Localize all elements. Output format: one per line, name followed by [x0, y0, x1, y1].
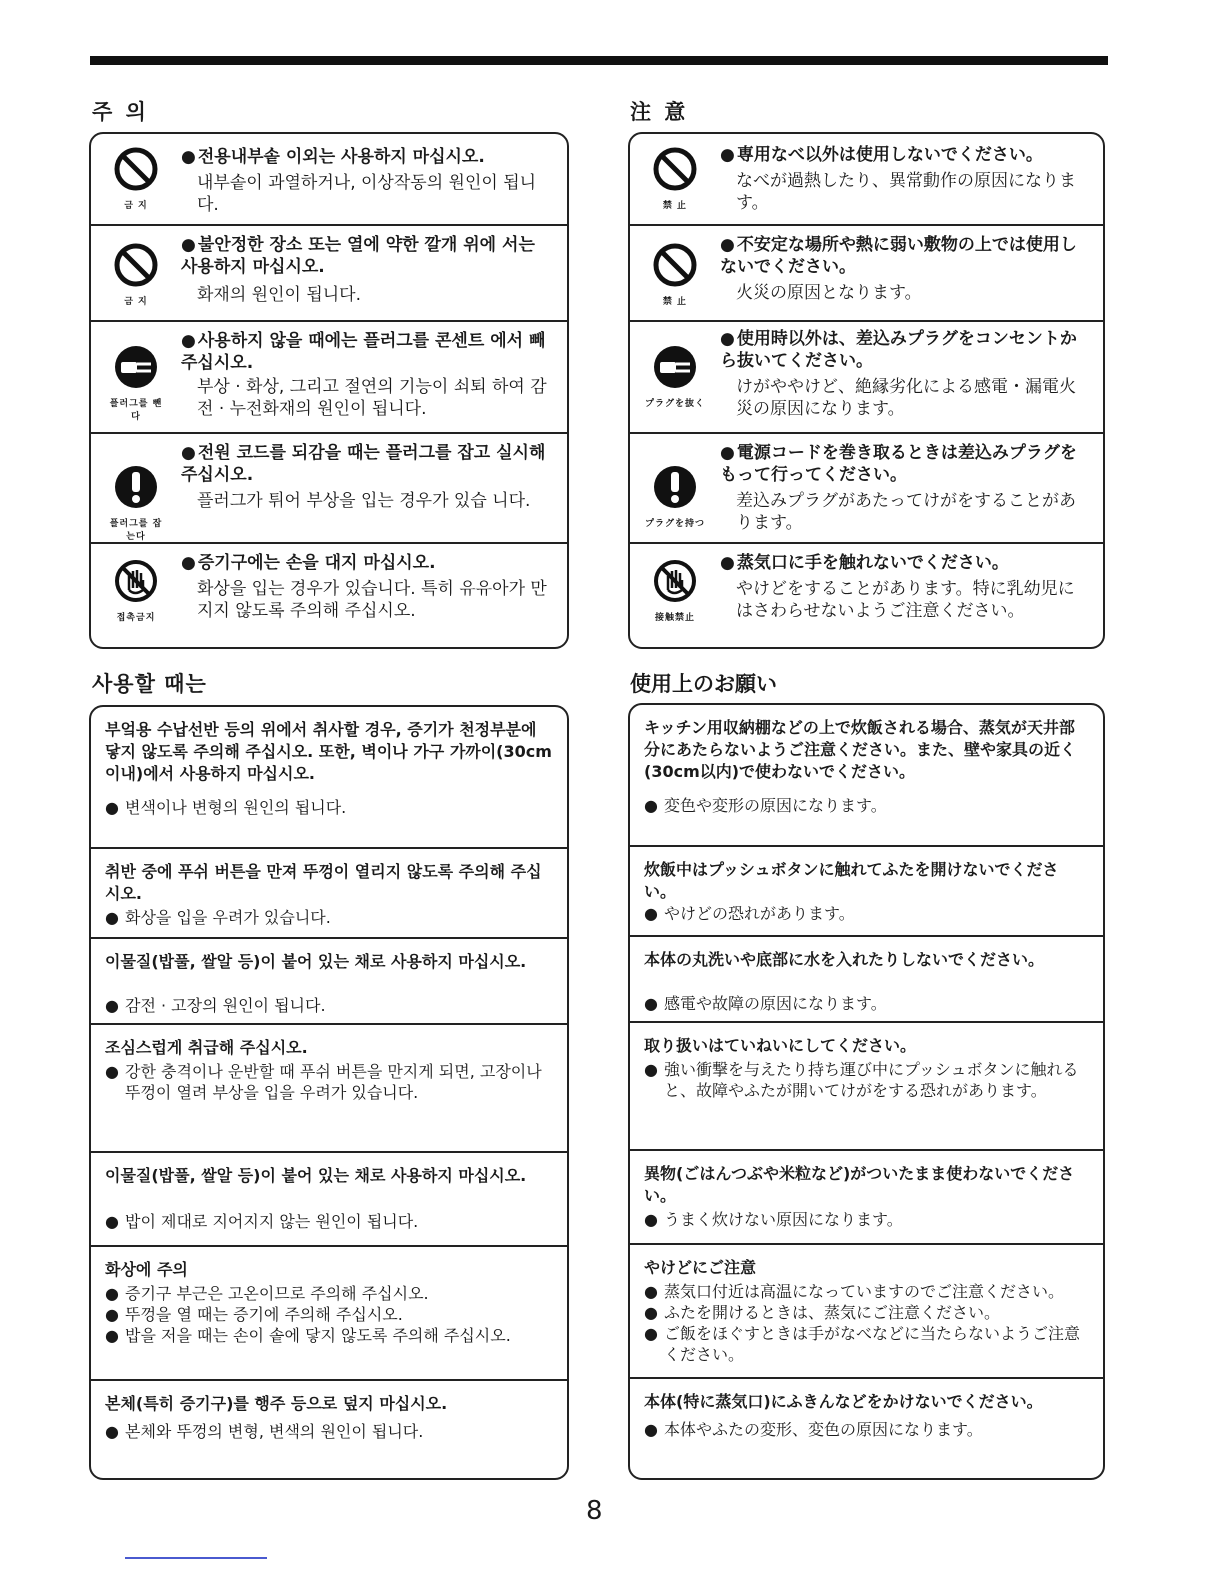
warning-title: ● 電源コードを巻き取るときは差込みプラグをもって行ってください。 [720, 442, 1091, 486]
usage-item [91, 1381, 567, 1480]
usage-title: 取り扱いはていねいにしてください。 [644, 1036, 917, 1055]
warning-title: ● 불안정한 장소 또는 열에 약한 깔개 위에 서는 사용하지 마십시오. [181, 234, 555, 278]
warning-item [630, 134, 1103, 226]
warning-item [630, 226, 1103, 322]
warning-title: ● 使用時以外は、差込みプラグをコンセントから抜いてください。 [720, 328, 1091, 372]
usage-item [91, 849, 567, 939]
usage-item [630, 1379, 1103, 1480]
usage-list: ● 蒸気口付近は高温になっていますのでご注意ください。 ● ふたを開けるときは、蒸気にご注意ください。 ● ご飯をほぐすときは手がなべなどに当たらないようご注意ください。 [644, 1281, 1089, 1365]
warning-title: ● 不安定な場所や熱に弱い敷物の上では使用しないでください。 [720, 234, 1091, 278]
usage-title: キッチン用収納棚などの上で炊飯される場合、蒸気が天井部分にあたらないようご注意ください。また、壁や家具の近く(30cm以内)で使わないでください。 [644, 718, 1077, 781]
usage-title: 부엌용 수납선반 등의 위에서 취사할 경우, 증기가 천정부분에 닿지 않도록 주의해 주십시오. 또한, 벽이나 가구 가까이(30cm 이내)에서 사용하지 마십시오. [105, 720, 552, 783]
usage-item [91, 939, 567, 1025]
usage-list: ● 본체와 뚜껑의 변형, 변색의 원인이 됩니다. [105, 1421, 553, 1442]
no-touch-icon: 접촉금지 [105, 558, 167, 638]
warning-title: ● 전용내부솥 이외는 사용하지 마십시오. [181, 146, 555, 168]
exclamation-icon: 플러그를 잡는다 [105, 464, 167, 544]
caution-heading-ja: 注 意 [630, 100, 689, 124]
caution-heading-ko: 주 의 [92, 100, 149, 124]
exclamation-icon: プラグを持つ [644, 464, 706, 544]
usage-item [630, 1023, 1103, 1151]
usage-list: ● 화상을 입을 우려가 있습니다. [105, 907, 553, 928]
usage-title: 이물질(밥풀, 쌀알 등)이 붙어 있는 채로 사용하지 마십시오. [105, 1166, 527, 1185]
top-rule [90, 56, 1108, 65]
usage-title: やけどにご注意 [644, 1258, 757, 1277]
usage-title: 炊飯中はプッシュボタンに触れてふたを開けないでください。 [644, 860, 1059, 901]
warning-item [91, 134, 567, 226]
warning-body: 火災の原因となります。 [736, 283, 922, 303]
bottom-divider [125, 1557, 267, 1559]
warning-body: 화재의 원인이 됩니다. [197, 285, 362, 305]
warning-body: なべが過熱したり、異常動作の原因になります。 [736, 171, 1076, 213]
usage-item [630, 1245, 1103, 1379]
warning-item [630, 544, 1103, 649]
usage-list: ● 밥이 제대로 지어지지 않는 원인이 됩니다. [105, 1211, 553, 1232]
usage-item [630, 847, 1103, 937]
usage-title: 이물질(밥풀, 쌀알 등)이 붙어 있는 채로 사용하지 마십시오. [105, 952, 527, 971]
usage-list: ● うまく炊けない原因になります。 [644, 1209, 1089, 1230]
caution-box-ja [628, 132, 1105, 649]
warning-body: 플러그가 튀어 부상을 입는 경우가 있습 니다. [197, 491, 531, 511]
warning-title: ● 蒸気口に手を触れないでください。 [720, 552, 1091, 574]
usage-item [91, 1025, 567, 1153]
usage-list: ● 強い衝撃を与えたり持ち運び中にプッシュボタンに触れると、故障やふたが開いてけがをする恐れがあります。 [644, 1059, 1089, 1101]
usage-list: ● 変色や変形の原因になります。 [644, 795, 1089, 816]
unplug-icon: 플러그를 뺀다 [105, 344, 167, 424]
usage-list: ● 강한 충격이나 운반할 때 푸쉬 버튼을 만지게 되면, 고장이나 뚜껑이 열려 부상을 입을 우려가 있습니다. [105, 1061, 553, 1103]
usage-box-ko [89, 705, 569, 1480]
warning-title: ● 증기구에는 손을 대지 마십시오. [181, 552, 555, 574]
prohibition-icon: 禁 止 [644, 146, 706, 226]
usage-title: 화상에 주의 [105, 1260, 188, 1279]
warning-item [91, 322, 567, 434]
warning-body: 화상을 입는 경우가 있습니다. 특히 유유아가 만지지 않도록 주의해 주십시오. [197, 579, 547, 621]
usage-title: 異物(ごはんつぶや米粒など)がついたまま使わないでください。 [644, 1164, 1075, 1205]
warning-title: ● 사용하지 않을 때에는 플러그를 콘센트 에서 빼 주십시오. [181, 330, 555, 374]
warning-body: やけどをすることがあります。特に乳幼児にはさわらせないようご注意ください。 [736, 579, 1075, 621]
usage-item [630, 1151, 1103, 1245]
prohibition-icon: 금 지 [105, 146, 167, 226]
usage-box-ja [628, 703, 1105, 1480]
warning-item [630, 434, 1103, 544]
warning-item [91, 544, 567, 649]
usage-list: ● 感電や故障の原因になります。 [644, 993, 1089, 1014]
unplug-icon: プラグを抜く [644, 344, 706, 424]
usage-title: 本体の丸洗いや底部に水を入れたりしないでください。 [644, 950, 1045, 969]
usage-list: ● 감전 · 고장의 원인이 됩니다. [105, 995, 553, 1016]
usage-heading-ja: 使用上のお願い [630, 672, 777, 696]
page-number: 8 [586, 1496, 603, 1526]
usage-heading-ko: 사용할 때는 [92, 672, 207, 696]
warning-body: けがややけど、絶縁劣化による感電・漏電火災の原因になります。 [736, 377, 1076, 419]
warning-title: ● 専用なべ以外は使用しないでください。 [720, 144, 1091, 166]
usage-list: ● 변색이나 변형의 원인의 됩니다. [105, 797, 553, 818]
no-touch-icon: 接触禁止 [644, 558, 706, 638]
usage-title: 본체(특히 증기구)를 행주 등으로 덮지 마십시오. [105, 1394, 448, 1413]
caution-box-ko [89, 132, 569, 649]
warning-body: 差込みプラグがあたってけがをすることがあります。 [736, 491, 1076, 533]
usage-item [630, 705, 1103, 847]
usage-list: ● 증기구 부근은 고온이므로 주의해 주십시오. ● 뚜껑을 열 때는 증기에 주의해 주십시오. ● 밥을 저을 때는 손이 솥에 닿지 않도록 주의해 주십시오. [105, 1283, 553, 1346]
usage-item [630, 937, 1103, 1023]
warning-title: ● 전원 코드를 되감을 때는 플러그를 잡고 실시해 주십시오. [181, 442, 555, 486]
usage-item [91, 1247, 567, 1381]
warning-body: 내부솥이 과열하거나, 이상작동의 원인이 됩니다. [197, 173, 537, 215]
usage-item [91, 707, 567, 849]
usage-item [91, 1153, 567, 1247]
warning-item [91, 434, 567, 544]
usage-list: ● 本体やふたの変形、変色の原因になります。 [644, 1419, 1089, 1440]
usage-list: ● やけどの恐れがあります。 [644, 903, 1089, 924]
warning-body: 부상 · 화상, 그리고 절연의 기능이 쇠퇴 하여 감전 · 누전화재의 원인이 됩니다. [197, 377, 547, 419]
prohibition-icon: 금 지 [105, 242, 167, 322]
usage-title: 취반 중에 푸쉬 버튼을 만져 뚜껑이 열리지 않도록 주의해 주십시오. [105, 862, 542, 903]
warning-item [91, 226, 567, 322]
prohibition-icon: 禁 止 [644, 242, 706, 322]
usage-title: 조심스럽게 취급해 주십시오. [105, 1038, 308, 1057]
warning-item [630, 322, 1103, 434]
usage-title: 本体(特に蒸気口)にふきんなどをかけないでください。 [644, 1392, 1043, 1411]
